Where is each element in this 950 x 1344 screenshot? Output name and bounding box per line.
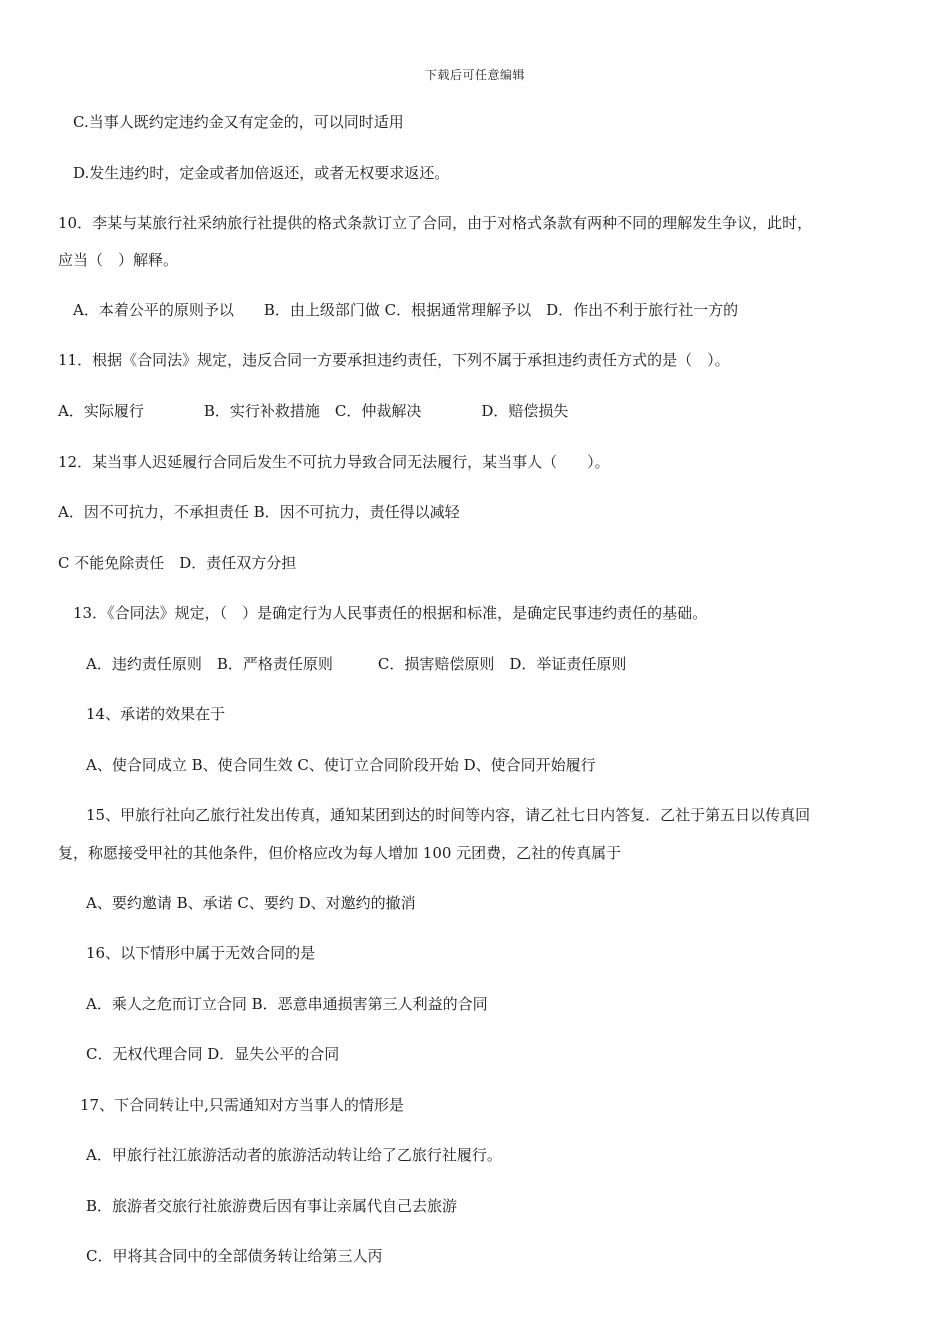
option-c-q9: C.当事人既约定违约金又有定金的，可以同时适用 [73, 113, 404, 131]
question-12-options-cd: C 不能免除责任 D．责任双方分担 [58, 554, 297, 572]
question-15-options: A、要约邀请 B、承诺 C、要约 D、对邀约的撤消 [86, 894, 416, 912]
question-10-line2: 应当（ ）解释。 [58, 251, 179, 269]
question-16: 16、以下情形中属于无效合同的是 [86, 944, 316, 962]
question-11-options: A．实际履行 B．实行补救措施 C．仲裁解决 D．赔偿损失 [58, 402, 569, 420]
question-12: 12．某当事人迟延履行合同后发生不可抗力导致合同无法履行，某当事人（ ）。 [58, 453, 610, 471]
question-16-options-ab: A．乘人之危而订立合同 B．恶意串通损害第三人利益的合同 [86, 995, 488, 1013]
question-17-option-b: B．旅游者交旅行社旅游费后因有事让亲属代自己去旅游 [86, 1197, 458, 1215]
question-12-options-ab: A．因不可抗力，不承担责任 B．因不可抗力，责任得以减轻 [58, 503, 460, 521]
question-14-options: A、使合同成立 B、使合同生效 C、使订立合同阶段开始 D、使合同开始履行 [86, 756, 596, 774]
question-10-options: A．本着公平的原则予以 B．由上级部门做 C．根据通常理解予以 D．作出不利于旅行社一方的 [73, 301, 739, 319]
question-17: 17、下合同转让中,只需通知对方当事人的情形是 [80, 1096, 404, 1114]
question-14: 14、承诺的效果在于 [86, 705, 226, 723]
question-11: 11．根据《合同法》规定，违反合同一方要承担违约责任，下列不属于承担违约责任方式的是（ ）。 [58, 351, 730, 369]
question-15-line2: 复，称愿接受甲社的其他条件，但价格应改为每人增加 100 元团费，乙社的传真属于 [58, 844, 622, 862]
question-13-options: A．违约责任原则 B．严格责任原则 C．损害赔偿原则 D．举证责任原则 [86, 655, 627, 673]
question-16-options-cd: C．无权代理合同 D．显失公平的合同 [86, 1045, 340, 1063]
question-13: 13．《合同法》规定，（ ）是确定行为人民事责任的根据和标准，是确定民事违约责任的基础。 [73, 604, 708, 622]
page-header-note: 下载后可任意编辑 [424, 68, 525, 82]
question-17-option-a: A．甲旅行社江旅游活动者的旅游活动转让给了乙旅行社履行。 [86, 1146, 502, 1164]
question-15-line1: 15、甲旅行社向乙旅行社发出传真，通知某团到达的时间等内容，请乙社七日内答复．乙社于第五日以传真回 [86, 806, 811, 824]
question-17-option-c: C．甲将其合同中的全部债务转让给第三人丙 [86, 1247, 383, 1265]
question-10-line1: 10．李某与某旅行社采纳旅行社提供的格式条款订立了合同，由于对格式条款有两种不同的理解发生争议，此时， [58, 214, 813, 232]
option-d-q9: D.发生违约时，定金或者加倍返还，或者无权要求返还。 [73, 164, 450, 182]
